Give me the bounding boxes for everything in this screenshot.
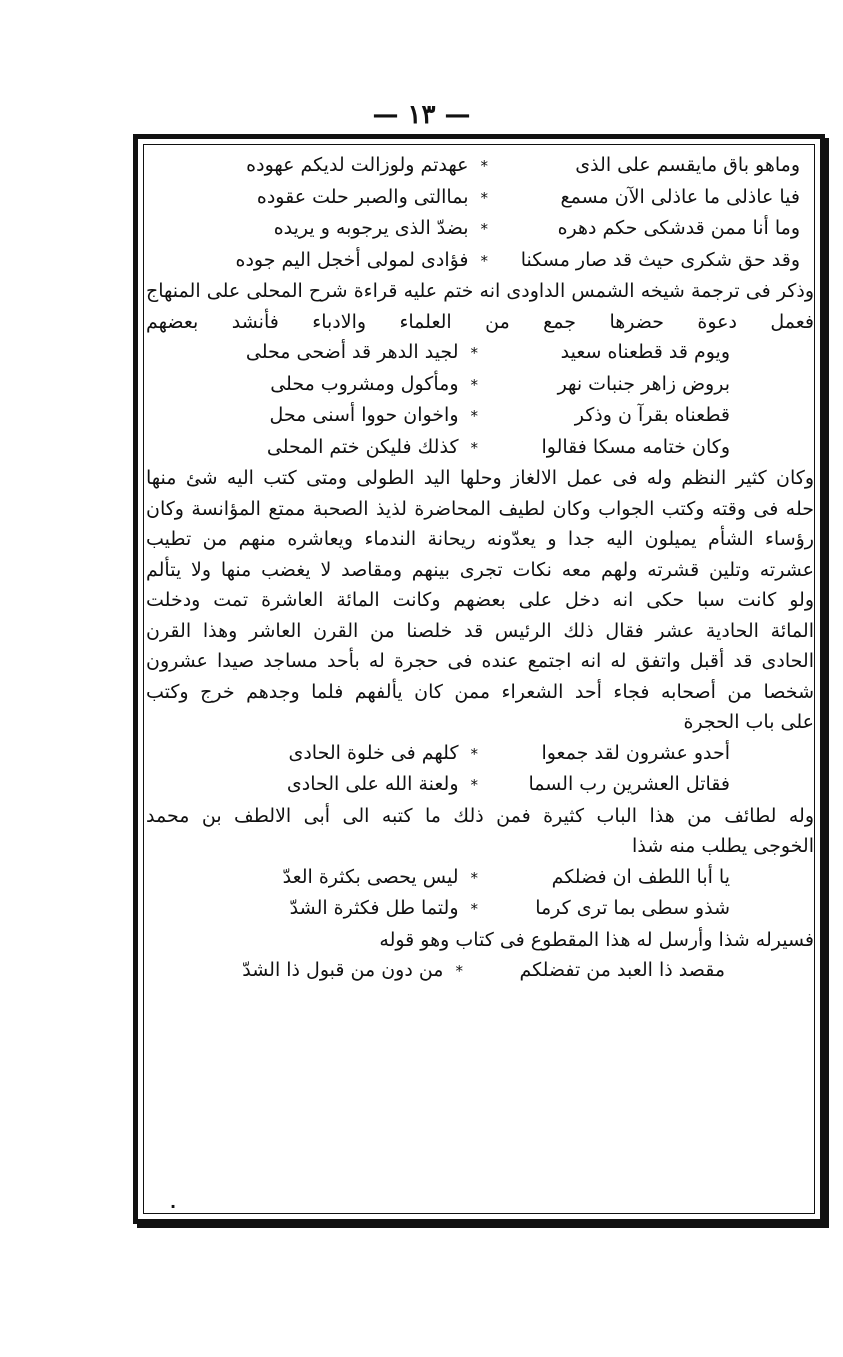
verse-line <box>140 213 820 245</box>
verse-second-hemistich: لجيد الدهر قد أضحى محلى <box>245 341 459 363</box>
verse-second-hemistich: ومأكول ومشروب محلى <box>270 372 459 395</box>
verse-separator-star: * <box>480 251 488 270</box>
verse-line <box>140 245 820 277</box>
prose-line: وله لطائف من هذا الباب كثيرة فمن ذلك ما كتبه الى أبى الالطف بن محمد <box>146 804 814 827</box>
prose-line: وكان كثير النظم وله فى عمل الالغاز وحلها اليد الطولى ومتى كتب اليه شئ منها <box>146 467 814 489</box>
verse-separator-star: * <box>470 868 478 887</box>
verse-first-hemistich: ويوم قد قطعناه سعيد <box>560 341 730 363</box>
verse-first-hemistich: وماهو باق مايقسم على الذى <box>575 154 800 176</box>
verse-first-hemistich: فقاتل العشرين رب السما <box>528 773 730 795</box>
prose-line: عشرته وتلين قشرته ولهم معه نكات تجرى بينهم ومقاصد لا يغضب منها ولا يتألم <box>146 558 814 581</box>
prose-line: الحادى قد أقبل واتفق له انه اجتمع عنده فى حجرة له بأحد مساجد صيدا عشرون <box>146 650 814 672</box>
verse-separator-star: * <box>470 744 478 763</box>
end-mark: . <box>170 1193 177 1212</box>
verse-separator-star: * <box>480 220 488 238</box>
verse-separator-star: * <box>480 188 488 207</box>
verse-line <box>140 769 820 801</box>
verse-line <box>140 400 820 432</box>
verse-first-hemistich: شذو سطى بما ترى كرما <box>535 897 730 919</box>
verse-line <box>140 337 820 369</box>
verse-second-hemistich: بضدّ الذى يرجوبه و يريده <box>273 217 469 239</box>
prose-line: وذكر فى ترجمة شيخه الشمس الداودى انه ختم عليه قراءة شرح المحلى على المنهاج <box>146 280 814 302</box>
verse-separator-star: * <box>470 407 478 425</box>
verse-second-hemistich: كلهم فى خلوة الحادى <box>288 741 459 764</box>
verse-first-hemistich: يا أبا اللطف ان فضلكم <box>551 865 730 888</box>
prose-line: رؤساء الشأم يميلون اليه جدا و يعدّونه ريحانة الندماء ويعاشره منهم من تطيب <box>146 528 814 550</box>
verse-separator-star: * <box>455 962 463 980</box>
verse-second-hemistich: واخوان حووا أسنى محل <box>269 404 459 426</box>
verse-first-hemistich: قطعناه بقرآ ن وذكر <box>574 404 730 426</box>
verse-separator-star: * <box>470 438 478 457</box>
verse-second-hemistich: من دون من قبول ذا الشدّ <box>242 959 444 981</box>
prose-line: الخوجى يطلب منه شذا <box>632 835 814 857</box>
verse-first-hemistich: فيا عاذلى ما عاذلى الآن مسمع <box>560 185 800 208</box>
page-text-body <box>140 150 820 1215</box>
verse-line <box>140 893 820 925</box>
verse-second-hemistich: ولعنة الله على الحادى <box>286 773 459 795</box>
verse-line <box>140 862 820 894</box>
prose-line: شخصا من أصحابه فجاء أحد الشعراء ممن كان يألفهم فلما وجدهم خرج وكتب <box>146 680 814 703</box>
verse-first-hemistich: مقصد ذا العبد من تفضلكم <box>519 959 725 981</box>
verse-separator-star: * <box>470 776 478 794</box>
page-number: — ١٣ — <box>372 100 471 130</box>
prose-line: فسيرله شذا وأرسل له هذا المقطوع فى كتاب وهو قوله <box>379 928 814 951</box>
verse-line <box>140 432 820 464</box>
verse-second-hemistich: ولتما طل فكثرة الشدّ <box>289 897 459 919</box>
verse-first-hemistich: وقد حق شكرى حيث قد صار مسكنا <box>520 248 800 271</box>
verse-first-hemistich: وما أنا ممن قدشكى حكم دهره <box>557 217 800 239</box>
verse-separator-star: * <box>470 900 478 918</box>
prose-line: المائة الحادية عشر فقال ذلك الرئيس قد خلصنا من القرن العاشر وهذا القرن <box>146 619 814 642</box>
verse-line <box>140 182 820 214</box>
verse-line <box>140 369 820 401</box>
verse-line <box>140 955 820 987</box>
verse-line <box>140 738 820 770</box>
verse-first-hemistich: وكان ختامه مسكا فقالوا <box>541 435 730 458</box>
prose-line: ولو كانت سبا حكى انه دخل على بعضهم وكانت المائة العاشرة تمت ودخلت <box>146 589 814 611</box>
verse-line <box>140 150 820 182</box>
verse-second-hemistich: ليس يحصى بكثرة العدّ <box>282 865 459 888</box>
verse-separator-star: * <box>470 344 478 362</box>
verse-second-hemistich: كذلك فليكن ختم المحلى <box>266 435 459 458</box>
verse-second-hemistich: بماالتى والصبر حلت عقوده <box>256 185 469 208</box>
prose-line: على باب الحجرة <box>683 711 814 733</box>
prose-line: حله فى وقته وكتب الجواب وكان لطيف المحاضرة لذيذ الصحبة ممتع المؤانسة وكان <box>146 497 814 520</box>
prose-line: فعمل دعوة حضرها جمع من العلماء والادباء فأنشد بعضهم <box>146 310 814 333</box>
verse-separator-star: * <box>470 375 478 394</box>
verse-second-hemistich: عهدتم ولوزالت لديكم عهوده <box>246 154 469 176</box>
verse-separator-star: * <box>480 157 488 175</box>
verse-second-hemistich: فؤادى لمولى أخجل اليم جوده <box>235 248 469 271</box>
verse-first-hemistich: بروض زاهر جنبات نهر <box>557 372 730 395</box>
verse-first-hemistich: أحدو عشرون لقد جمعوا <box>541 741 730 764</box>
